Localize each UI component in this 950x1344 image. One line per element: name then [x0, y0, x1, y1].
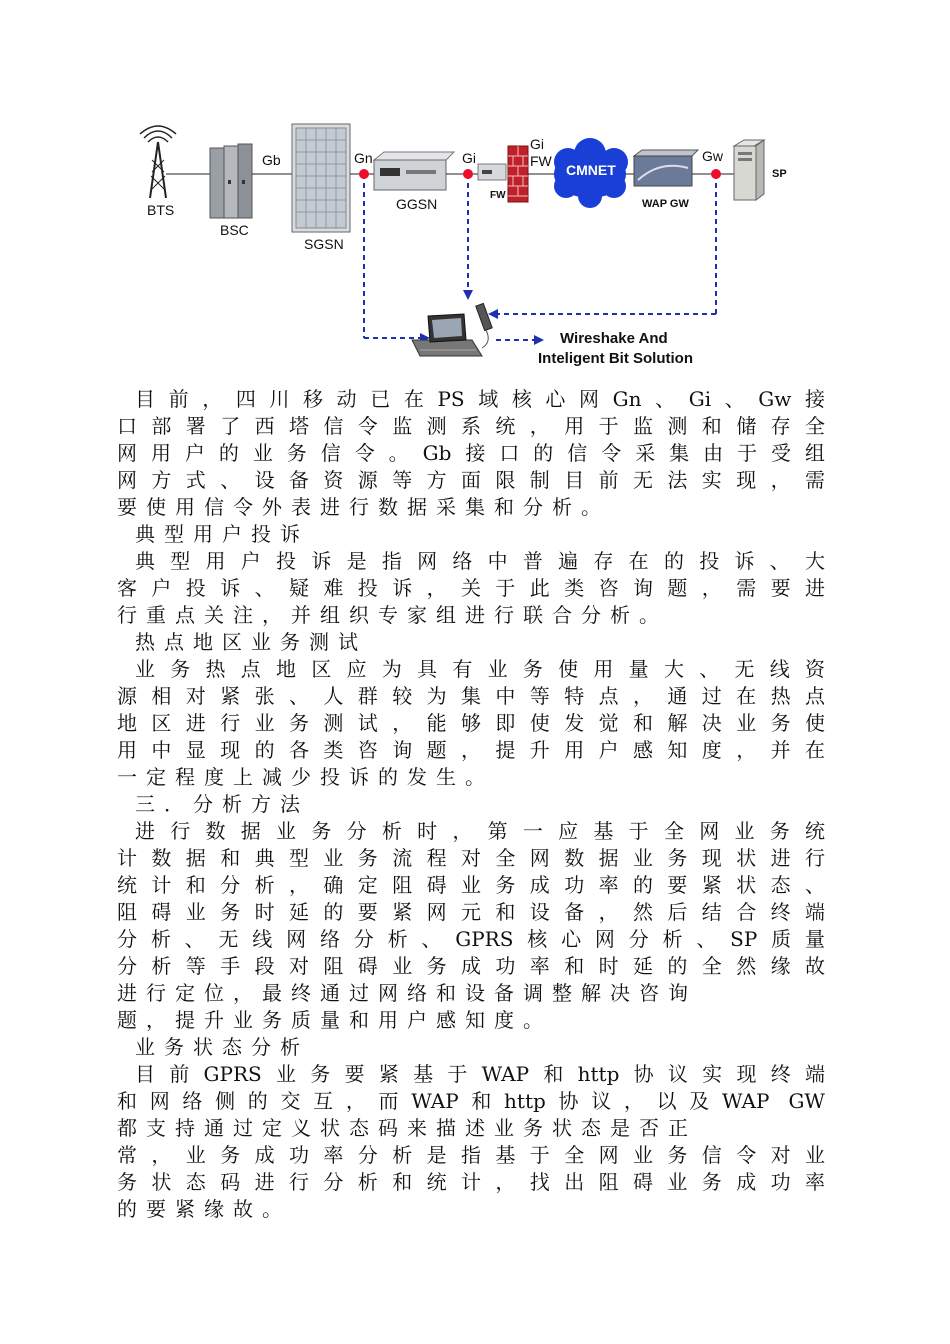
solution-label-line2: Inteligent Bit Solution	[538, 350, 693, 367]
text-line: 常，业务成功率分析是指基于全网业务信令对业	[117, 1143, 825, 1167]
document-body	[117, 386, 825, 1223]
firewall-wall-icon	[508, 146, 528, 202]
text-line: 一定程度上减少投诉的发生。	[117, 765, 494, 789]
text-line: 进行数据业务分析时，第一应基于全网业务统	[135, 819, 825, 843]
paragraph-intro	[117, 386, 825, 521]
text-line: 的要紧缘故。	[117, 1197, 291, 1221]
text-line: 网方式、设备资源等方面限制目前无法实现，需	[117, 468, 825, 492]
fw-label: FW	[490, 190, 506, 201]
paragraph-analysis-method	[117, 818, 825, 1034]
heading-service-state: 业务状态分析	[135, 1035, 309, 1059]
text-line: 用中显现的各类咨询题，提升用户感知度，并在	[117, 738, 825, 762]
ggsn-router-icon	[374, 152, 454, 190]
text-line: 目前，四川移动已在PS域核心网Gn、Gi、Gw接	[135, 387, 825, 411]
wap-gw-label: WAP GW	[642, 198, 689, 210]
bsc-label: BSC	[220, 222, 249, 238]
text-line: 统计和分析，确定阻碍业务成功率的要紧状态、	[117, 873, 825, 897]
heading-hotspot-testing: 热点地区业务测试	[135, 630, 367, 654]
network-diagram	[120, 110, 820, 390]
paragraph-hotspot-testing	[117, 656, 825, 791]
text-line: 行重点关注，并组织专家组进行联合分析。	[117, 603, 668, 627]
text-line: 典型用户投诉是指网络中普遍存在的投诉、大	[135, 549, 825, 573]
text-line: 业务热点地区应为具有业务使用量大、无线资	[135, 657, 825, 681]
gb-interface-label: Gb	[262, 152, 281, 168]
text-line: 进行定位，最终通过网络和设备调整解决咨询	[117, 981, 697, 1005]
cmnet-label: CMNET	[566, 162, 616, 178]
sgsn-rack-icon	[292, 124, 350, 232]
gn-interface-label: Gn	[354, 150, 373, 166]
bts-tower-icon	[140, 126, 176, 198]
heading-analysis-method: 三．分析方法	[135, 792, 309, 816]
text-line: 都支持通过定义状态码来描述业务状态是否正	[117, 1116, 697, 1140]
sp-server-icon	[734, 140, 764, 200]
paragraph-typical-complaints	[117, 548, 825, 629]
mobile-phone-icon	[476, 303, 492, 348]
text-line: 务状态码进行分析和统计，找出阻碍业务成功率	[117, 1170, 825, 1194]
ggsn-label: GGSN	[396, 196, 438, 212]
text-line: 要使用信令外表进行数据采集和分析。	[117, 495, 610, 519]
sp-label: SP	[772, 168, 787, 180]
solution-label-line1: Wireshake And	[560, 330, 668, 347]
text-line: 分析等手段对阻碍业务成功率和时延的全然缘故	[117, 954, 825, 978]
sgsn-label: SGSN	[304, 236, 344, 252]
bsc-cabinet-icon	[210, 144, 252, 218]
paragraph-service-state	[117, 1061, 825, 1223]
bts-label: BTS	[147, 202, 175, 218]
text-line: 题，提升业务质量和用户感知度。	[117, 1008, 552, 1032]
text-line: 口部署了西塔信令监测系统，用于监测和储存全	[117, 414, 825, 438]
gw-interface-label: Gw	[702, 148, 723, 164]
text-line: 客户投诉、疑难投诉，关于此类咨询题，需要进	[117, 576, 825, 600]
text-line: 分析、无线网络分析、GPRS核心网分析、SP质量	[117, 927, 825, 951]
heading-typical-complaints: 典型用户投诉	[135, 522, 309, 546]
gi-interface-label: Gi	[462, 150, 476, 166]
text-line: 地区进行业务测试，能够即使发觉和解决业务使	[117, 711, 825, 735]
firewall-device-icon	[478, 164, 506, 180]
text-line: 计数据和典型业务流程对全网数据业务现状进行	[117, 846, 825, 870]
gi-fw-interface-label: Gi FW	[530, 136, 552, 169]
text-line: 目前GPRS业务要紧基于WAP和http协议实现终端	[135, 1062, 825, 1086]
text-line: 和网络侧的交互，而WAP和http协议，以及WAP GW	[117, 1089, 825, 1113]
text-line: 源相对紧张、人群较为集中等特点，通过在热点	[117, 684, 825, 708]
text-line: 网用户的业务信令。Gb接口的信令采集由于受组	[117, 441, 825, 465]
text-line: 阻碍业务时延的要紧网元和设备，然后结合终端	[117, 900, 825, 924]
wap-gateway-icon	[634, 150, 698, 186]
